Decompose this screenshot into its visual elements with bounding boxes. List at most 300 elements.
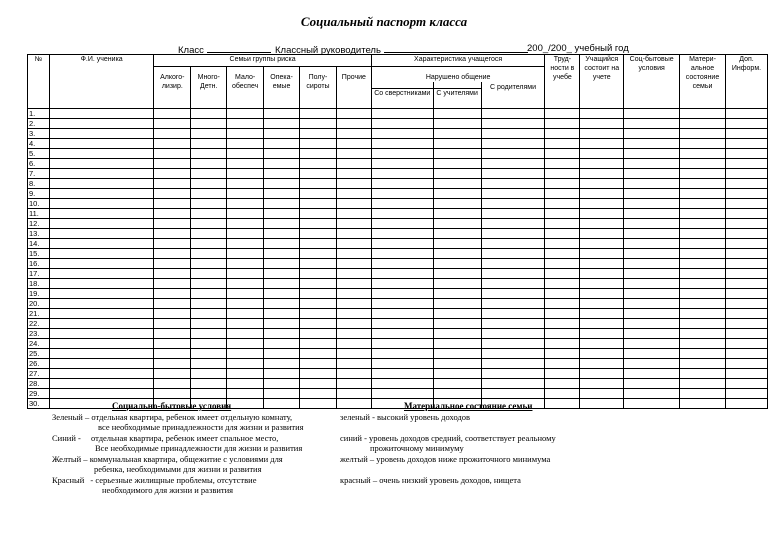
table-cell	[371, 378, 433, 388]
header-low-income: Мало-обеспеч	[227, 67, 264, 109]
table-cell	[624, 208, 680, 218]
table-cell	[545, 128, 580, 138]
table-cell	[371, 288, 433, 298]
table-cell	[481, 148, 545, 158]
table-cell	[481, 328, 545, 338]
table-cell	[49, 208, 153, 218]
table-cell	[624, 308, 680, 318]
table-cell	[580, 138, 624, 148]
table-row	[28, 308, 768, 318]
table-cell	[191, 258, 227, 268]
table-cell	[300, 238, 337, 248]
table-row	[28, 148, 768, 158]
table-cell	[336, 188, 371, 198]
table-cell	[300, 378, 337, 388]
table-cell	[580, 318, 624, 328]
table-cell	[481, 378, 545, 388]
table-cell	[154, 258, 191, 268]
table-cell	[580, 198, 624, 208]
table-cell	[154, 138, 191, 148]
table-cell	[264, 208, 300, 218]
table-cell	[545, 248, 580, 258]
table-cell	[580, 188, 624, 198]
table-row	[28, 238, 768, 248]
table-cell	[49, 258, 153, 268]
table-cell	[725, 218, 767, 228]
table-cell	[725, 358, 767, 368]
row-number: 19.	[28, 288, 50, 298]
table-cell	[725, 398, 767, 408]
table-cell	[300, 148, 337, 158]
table-cell	[336, 338, 371, 348]
table-cell	[481, 198, 545, 208]
table-cell	[481, 268, 545, 278]
table-cell	[371, 218, 433, 228]
table-cell	[154, 298, 191, 308]
table-cell	[545, 218, 580, 228]
table-cell	[154, 358, 191, 368]
header-study: Труд-ности в учебе	[545, 55, 580, 109]
table-cell	[580, 248, 624, 258]
table-cell	[191, 148, 227, 158]
table-cell	[154, 228, 191, 238]
table-cell	[580, 328, 624, 338]
class-passport-table	[27, 54, 768, 409]
table-cell	[580, 368, 624, 378]
table-cell	[154, 238, 191, 248]
table-cell	[725, 378, 767, 388]
table-cell	[481, 128, 545, 138]
table-cell	[433, 258, 481, 268]
table-cell	[580, 228, 624, 238]
table-cell	[624, 198, 680, 208]
table-cell	[580, 288, 624, 298]
table-row	[28, 268, 768, 278]
table-cell	[191, 358, 227, 368]
table-cell	[191, 368, 227, 378]
table-cell	[433, 278, 481, 288]
row-number: 2.	[28, 118, 50, 128]
table-cell	[624, 258, 680, 268]
header-registered: Учащийся состоит на учете	[580, 55, 624, 109]
table-cell	[624, 348, 680, 358]
table-cell	[264, 268, 300, 278]
table-cell	[191, 288, 227, 298]
table-cell	[580, 118, 624, 128]
table-cell	[264, 128, 300, 138]
table-row	[28, 158, 768, 168]
table-cell	[371, 338, 433, 348]
table-cell	[725, 348, 767, 358]
table-cell	[481, 188, 545, 198]
table-cell	[336, 388, 371, 398]
table-cell	[191, 218, 227, 228]
table-cell	[371, 298, 433, 308]
table-cell	[580, 218, 624, 228]
row-number: 23.	[28, 328, 50, 338]
table-cell	[371, 108, 433, 118]
table-cell	[725, 328, 767, 338]
header-orphans: Полу-сироты	[300, 67, 337, 109]
table-cell	[545, 348, 580, 358]
table-cell	[433, 128, 481, 138]
table-cell	[49, 358, 153, 368]
table-cell	[154, 188, 191, 198]
table-cell	[227, 118, 264, 128]
table-cell	[433, 338, 481, 348]
table-cell	[49, 228, 153, 238]
table-cell	[624, 248, 680, 258]
table-cell	[264, 328, 300, 338]
row-number: 3.	[28, 128, 50, 138]
table-cell	[264, 118, 300, 128]
table-cell	[624, 168, 680, 178]
table-cell	[336, 238, 371, 248]
row-number: 26.	[28, 358, 50, 368]
table-cell	[580, 358, 624, 368]
table-row	[28, 388, 768, 398]
table-cell	[191, 168, 227, 178]
table-cell	[49, 188, 153, 198]
table-row	[28, 178, 768, 188]
table-cell	[371, 278, 433, 288]
table-cell	[580, 388, 624, 398]
row-number: 30.	[28, 398, 50, 408]
table-cell	[154, 248, 191, 258]
table-cell	[545, 268, 580, 278]
table-cell	[624, 268, 680, 278]
table-cell	[336, 248, 371, 258]
school-year: 200_/200_ учебный год	[527, 43, 629, 54]
table-cell	[336, 378, 371, 388]
table-cell	[336, 158, 371, 168]
teacher-label: Классный руководитель	[275, 43, 528, 56]
table-cell	[433, 298, 481, 308]
table-cell	[300, 318, 337, 328]
header-risk-group: Семьи группы риска	[154, 55, 371, 67]
table-cell	[545, 208, 580, 218]
table-cell	[300, 368, 337, 378]
table-cell	[433, 218, 481, 228]
table-cell	[371, 258, 433, 268]
table-cell	[191, 118, 227, 128]
table-cell	[49, 328, 153, 338]
table-cell	[545, 158, 580, 168]
legend-material-heading: Материальное состояние семьи	[404, 401, 533, 411]
table-cell	[227, 158, 264, 168]
table-cell	[336, 288, 371, 298]
header-guardianship: Опека-емые	[264, 67, 300, 109]
table-cell	[264, 308, 300, 318]
table-cell	[300, 388, 337, 398]
table-cell	[371, 318, 433, 328]
table-cell	[725, 178, 767, 188]
table-cell	[371, 268, 433, 278]
table-cell	[264, 138, 300, 148]
table-row	[28, 108, 768, 118]
table-row	[28, 338, 768, 348]
header-communication: Нарушено общение	[371, 67, 545, 83]
table-cell	[725, 138, 767, 148]
table-cell	[264, 248, 300, 258]
table-cell	[191, 308, 227, 318]
legend-social-heading: Социально-бытовые условия	[112, 401, 232, 411]
table-cell	[624, 288, 680, 298]
table-cell	[49, 178, 153, 188]
table-cell	[49, 198, 153, 208]
table-cell	[191, 198, 227, 208]
table-cell	[336, 208, 371, 218]
table-cell	[545, 228, 580, 238]
table-cell	[264, 108, 300, 118]
table-cell	[371, 128, 433, 138]
table-row	[28, 218, 768, 228]
table-cell	[580, 338, 624, 348]
table-cell	[336, 148, 371, 158]
table-cell	[624, 278, 680, 288]
table-cell	[433, 368, 481, 378]
table-cell	[227, 188, 264, 198]
table-cell	[49, 138, 153, 148]
row-number: 22.	[28, 318, 50, 328]
table-cell	[680, 278, 726, 288]
table-cell	[336, 298, 371, 308]
table-cell	[371, 138, 433, 148]
table-cell	[300, 168, 337, 178]
table-cell	[680, 128, 726, 138]
table-cell	[624, 388, 680, 398]
table-cell	[154, 108, 191, 118]
table-cell	[154, 378, 191, 388]
table-cell	[680, 118, 726, 128]
table-cell	[680, 168, 726, 178]
table-cell	[680, 338, 726, 348]
table-cell	[680, 378, 726, 388]
table-cell	[300, 208, 337, 218]
table-cell	[264, 358, 300, 368]
table-cell	[336, 328, 371, 338]
table-row	[28, 288, 768, 298]
table-cell	[336, 308, 371, 318]
table-row	[28, 348, 768, 358]
table-cell	[300, 288, 337, 298]
table-cell	[545, 168, 580, 178]
header-other: Прочие	[336, 67, 371, 109]
row-number: 8.	[28, 178, 50, 188]
table-cell	[433, 268, 481, 278]
row-number: 16.	[28, 258, 50, 268]
table-cell	[227, 298, 264, 308]
table-row	[28, 368, 768, 378]
table-cell	[154, 268, 191, 278]
table-cell	[300, 258, 337, 268]
table-cell	[371, 388, 433, 398]
header-large-family: Много-Детн.	[191, 67, 227, 109]
table-cell	[545, 188, 580, 198]
table-cell	[545, 338, 580, 348]
header-num: №	[28, 55, 50, 109]
table-cell	[154, 308, 191, 318]
table-cell	[624, 398, 680, 408]
table-cell	[371, 228, 433, 238]
table-cell	[680, 198, 726, 208]
table-cell	[725, 208, 767, 218]
table-cell	[300, 348, 337, 358]
table-cell	[433, 198, 481, 208]
table-cell	[264, 168, 300, 178]
table-cell	[154, 198, 191, 208]
table-cell	[336, 258, 371, 268]
table-cell	[680, 138, 726, 148]
row-number: 5.	[28, 148, 50, 158]
table-cell	[300, 328, 337, 338]
table-cell	[481, 168, 545, 178]
table-cell	[680, 238, 726, 248]
table-cell	[624, 158, 680, 168]
table-cell	[300, 398, 337, 408]
table-row	[28, 168, 768, 178]
table-cell	[49, 128, 153, 138]
table-cell	[624, 128, 680, 138]
table-cell	[49, 148, 153, 158]
table-cell	[545, 298, 580, 308]
table-cell	[336, 168, 371, 178]
table-row	[28, 278, 768, 288]
table-cell	[227, 258, 264, 268]
table-cell	[49, 388, 153, 398]
table-cell	[191, 188, 227, 198]
table-cell	[433, 238, 481, 248]
table-cell	[300, 158, 337, 168]
table-cell	[545, 178, 580, 188]
table-cell	[49, 248, 153, 258]
table-cell	[336, 358, 371, 368]
row-number: 9.	[28, 188, 50, 198]
table-cell	[580, 378, 624, 388]
page-title: Социальный паспорт класса	[300, 14, 468, 29]
table-cell	[191, 278, 227, 288]
table-row	[28, 258, 768, 268]
table-cell	[725, 258, 767, 268]
table-cell	[154, 388, 191, 398]
table-cell	[154, 178, 191, 188]
table-cell	[300, 228, 337, 238]
table-cell	[680, 328, 726, 338]
table-cell	[580, 148, 624, 158]
table-cell	[371, 348, 433, 358]
table-cell	[481, 288, 545, 298]
table-cell	[624, 328, 680, 338]
table-cell	[227, 178, 264, 188]
row-number: 6.	[28, 158, 50, 168]
header-fio: Ф.И. ученика	[49, 55, 153, 109]
table-cell	[49, 238, 153, 248]
table-cell	[680, 388, 726, 398]
table-cell	[580, 278, 624, 288]
table-cell	[336, 118, 371, 128]
table-cell	[264, 258, 300, 268]
row-number: 12.	[28, 218, 50, 228]
table-cell	[481, 218, 545, 228]
table-cell	[227, 198, 264, 208]
table-cell	[433, 388, 481, 398]
table-row	[28, 208, 768, 218]
table-cell	[49, 308, 153, 318]
table-cell	[433, 168, 481, 178]
table-cell	[336, 218, 371, 228]
table-cell	[300, 108, 337, 118]
table-cell	[191, 248, 227, 258]
table-cell	[680, 228, 726, 238]
table-cell	[725, 198, 767, 208]
table-cell	[371, 168, 433, 178]
table-cell	[264, 378, 300, 388]
table-cell	[154, 218, 191, 228]
table-cell	[336, 138, 371, 148]
table-cell	[300, 298, 337, 308]
row-number: 27.	[28, 368, 50, 378]
table-cell	[725, 268, 767, 278]
header-parents: С родителями	[481, 82, 545, 108]
table-cell	[264, 198, 300, 208]
table-cell	[725, 368, 767, 378]
row-number: 18.	[28, 278, 50, 288]
table-cell	[433, 188, 481, 198]
table-cell	[371, 308, 433, 318]
table-cell	[725, 298, 767, 308]
row-number: 1.	[28, 108, 50, 118]
table-cell	[481, 178, 545, 188]
table-cell	[371, 208, 433, 218]
table-cell	[725, 128, 767, 138]
table-cell	[264, 148, 300, 158]
table-cell	[264, 368, 300, 378]
table-cell	[725, 168, 767, 178]
table-cell	[371, 198, 433, 208]
table-cell	[227, 368, 264, 378]
table-row	[28, 328, 768, 338]
table-cell	[49, 268, 153, 278]
table-cell	[433, 178, 481, 188]
table-cell	[481, 308, 545, 318]
table-cell	[227, 138, 264, 148]
table-cell	[154, 128, 191, 138]
table-cell	[545, 148, 580, 158]
row-number: 11.	[28, 208, 50, 218]
table-cell	[264, 318, 300, 328]
table-cell	[545, 328, 580, 338]
table-cell	[227, 248, 264, 258]
table-cell	[433, 108, 481, 118]
table-cell	[680, 298, 726, 308]
table-cell	[154, 168, 191, 178]
table-cell	[49, 278, 153, 288]
table-row	[28, 228, 768, 238]
table-cell	[624, 318, 680, 328]
table-cell	[300, 118, 337, 128]
table-cell	[433, 288, 481, 298]
table-cell	[680, 318, 726, 328]
table-cell	[191, 228, 227, 238]
table-cell	[433, 308, 481, 318]
row-number: 7.	[28, 168, 50, 178]
table-cell	[300, 138, 337, 148]
table-row	[28, 248, 768, 258]
table-cell	[154, 368, 191, 378]
table-cell	[154, 288, 191, 298]
table-cell	[481, 258, 545, 268]
table-cell	[545, 198, 580, 208]
